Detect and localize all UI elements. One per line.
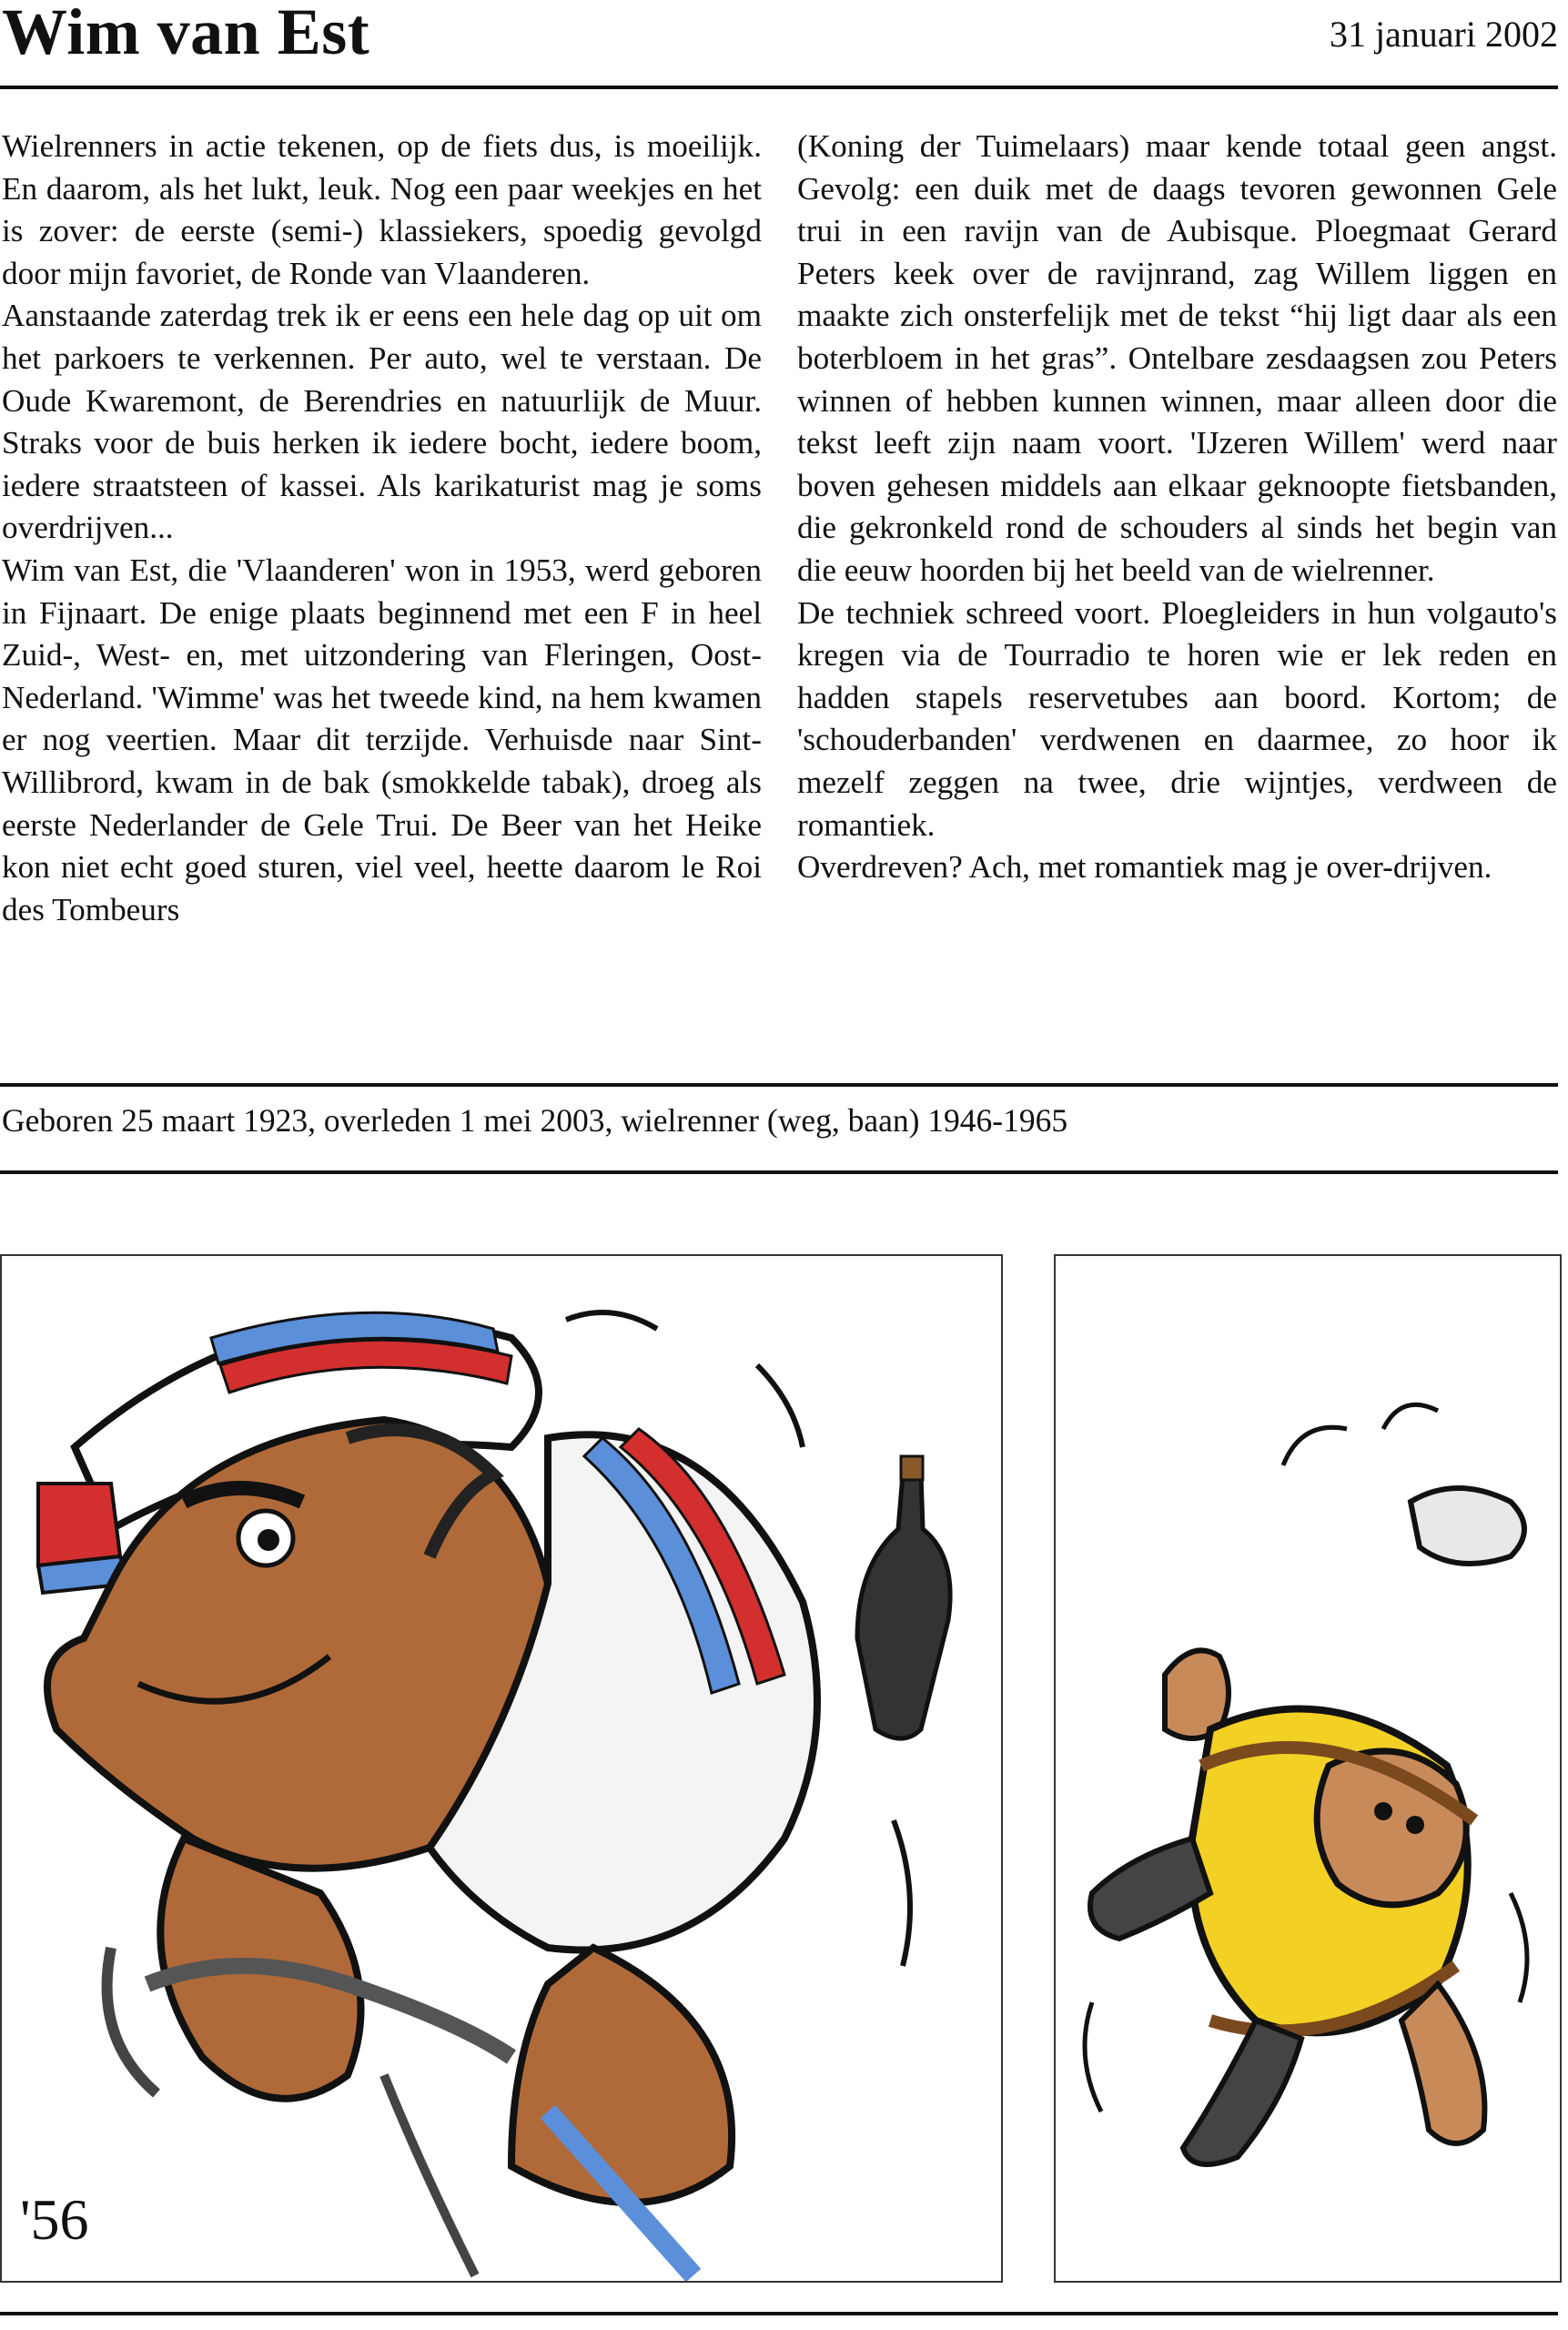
tumbling-cyclist-illustration <box>1054 1254 1562 2283</box>
illustration-signature: '56 <box>20 2187 89 2252</box>
caricature-cyclist-illustration <box>0 1254 1003 2283</box>
paragraph: Aanstaande zaterdag trek ik er eens een hele dag op uit om het parkoers te verkennen. Per auto, wel te verstaan. De Oude Kwaremont, de Berendries en natuurlijk de Muur. Straks voor de buis herken ik iedere bocht, iedere boom, iedere straatsteen of kassei. Als karikaturist mag je soms overdrijven... <box>2 298 762 546</box>
cyclist-drawing <box>2 1256 1001 2281</box>
page-date: 31 januari 2002 <box>1329 14 1558 55</box>
paragraph: Wielrenners in actie tekenen, op de fiets dus, is moeilijk. En daarom, als het lukt, leuk. Nog een paar weekjes en het is zover: de eerste (semi-) klassiekers, spoedig gevolgd door mijn favoriet, de Ronde van Vlaanderen. <box>2 128 762 291</box>
caption-top-divider <box>0 1083 1558 1087</box>
page-title: Wim van Est <box>2 0 370 68</box>
tumbling-cyclist-drawing <box>1056 1256 1560 2281</box>
footer-divider <box>0 2312 1558 2315</box>
paragraph: Overdreven? Ach, met romantiek mag je over-drijven. <box>797 849 1492 886</box>
article-column-left <box>2 126 762 931</box>
header-divider <box>0 86 1558 89</box>
paragraph: (Koning der Tuimelaars) maar kende totaal geen angst. Gevolg: een duik met de daags tevoren gewonnen Gele trui in een ravijn van de Aubisque. Ploegmaat Gerard Peters keek over de ravijnrand, zag Willem liggen en maakte zich onsterfelijk met de tekst “hij ligt daar als een boterbloem in het gras”. Ontelbare zesdaagsen zou Peters winnen of hebben kunnen winnen, maar alleen door die tekst leeft zijn naam voort. 'IJzeren Willem' werd naar boven gehesen middels aan elkaar geknoopte fietsbanden, die gekronkeld rond de schouders al sinds het begin van die eeuw hoorden bij het beeld van de wielrenner. <box>797 128 1557 588</box>
article-column-right <box>797 126 1557 889</box>
biography-caption: Geboren 25 maart 1923, overleden 1 mei 2003, wielrenner (weg, baan) 1946-1965 <box>2 1102 1068 1139</box>
page-header <box>0 0 1558 80</box>
caption-bottom-divider <box>0 1170 1558 1174</box>
paragraph: Wim van Est, die 'Vlaanderen' won in 1953, werd geboren in Fijnaart. De enige plaats beginnend met een F in heel Zuid-, West- en, met uitzondering van Fleringen, Oost-Nederland. 'Wimme' was het tweede kind, na hem kwamen er nog veertien. Maar dit terzijde. Verhuisde naar Sint-Willibrord, kwam in de bak (smokkelde tabak), droeg als eerste Nederlander de Gele Trui. De Beer van het Heike kon niet echt goed sturen, viel veel, heette daarom le Roi des Tombeurs <box>2 552 762 927</box>
paragraph: De techniek schreed voort. Ploegleiders in hun volgauto's kregen via de Tourradio te horen wie er lek reden en hadden stapels reservetubes aan boord. Kortom; de 'schouderbanden' verdwenen en daarmee, zo hoor ik mezelf zeggen na twee, drie wijntjes, verdween de romantiek. <box>797 594 1557 843</box>
